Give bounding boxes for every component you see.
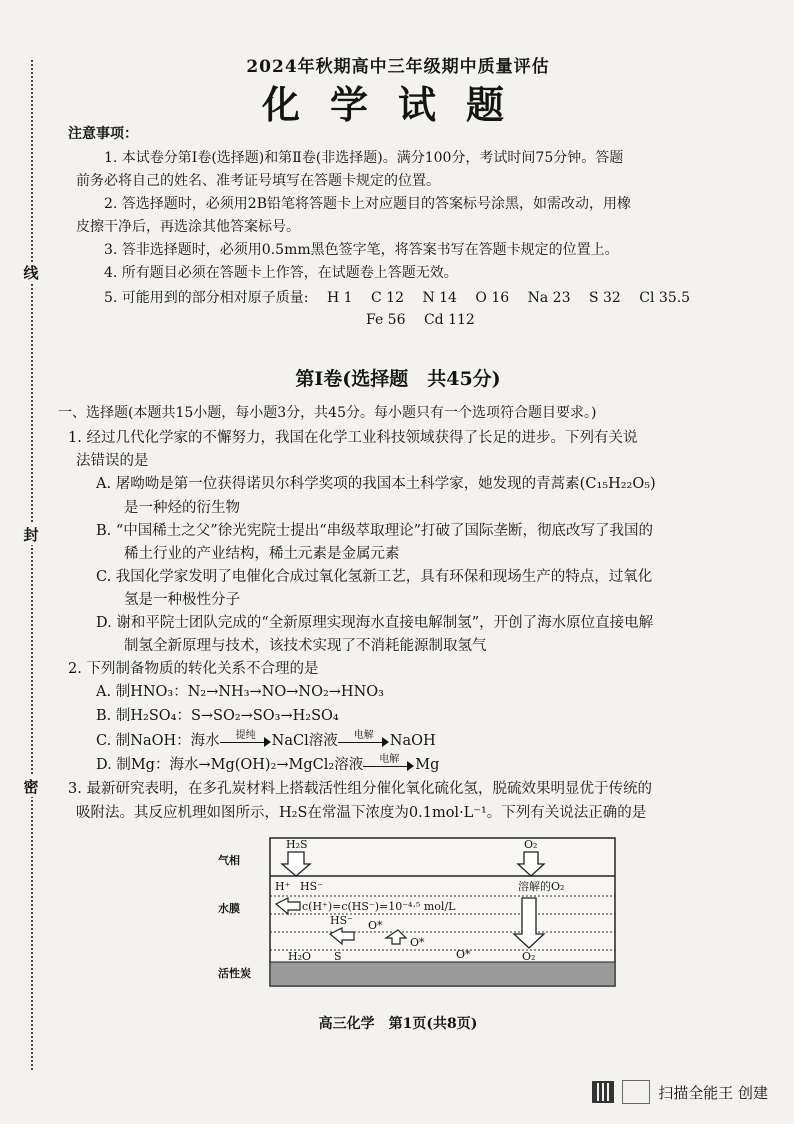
masses-label: 5. 可能用到的部分相对原子质量: (104, 290, 309, 306)
h2o-label: H₂O (288, 950, 312, 963)
ostar-label: O* (456, 948, 471, 961)
q2-d-source: D. 制Mg：海水→Mg(OH)₂→MgCl₂溶液 (96, 757, 364, 773)
mass-item: O 16 (475, 290, 510, 306)
q1-option-c: 氢是一种极性分子 (124, 592, 240, 608)
arrow-label: 提纯 (235, 730, 256, 741)
arrow-icon (363, 754, 415, 772)
arrow-icon (220, 730, 272, 748)
notes-heading: 注意事项： (68, 126, 138, 142)
arrow-label: 电解 (379, 754, 400, 765)
q2-stem: 2. 下列制备物质的转化关系不合理的是 (68, 661, 319, 677)
mass-item: N 14 (422, 290, 457, 306)
q2-option-b: B. 制H₂SO₄：S→SO₂→SO₃→H₂SO₄ (96, 708, 339, 724)
q1-stem: 1. 经过几代化学家的不懈努力，我国在化学工业科技领域获得了长足的进步。下列有关说 (68, 430, 638, 446)
atomic-masses (104, 287, 704, 307)
q1-stem: 法错误的是 (76, 453, 149, 469)
q1-option-d: 制氢全新原理与技术，该技术实现了不消耗能源制取氢气 (124, 638, 487, 654)
o2-top-label: O₂ (524, 838, 538, 851)
scanner-watermark (592, 1080, 768, 1104)
note-line: 2. 答选择题时，必须用2B铅笔将答题卡上对应题目的答案标号涂黑，如需改动，用橡 (104, 196, 632, 212)
s-label: S (334, 950, 342, 963)
hs-label: HS⁻ (300, 880, 323, 893)
binding-char-seal: 封 (20, 524, 42, 545)
label-gas: 气相 (218, 854, 240, 867)
note-line: 3. 答非选择题时，必须用0.5mm黑色签字笔，将答案书写在答题卡规定的位置上。 (104, 242, 619, 258)
section-title: 第Ⅰ卷(选择题 共45分) (295, 368, 501, 390)
mass-item: H 1 (326, 290, 353, 306)
note-line: 1. 本试卷分第Ⅰ卷(选择题)和第Ⅱ卷(非选择题)。满分100分，考试时间75分钟。答题 (104, 150, 624, 166)
section-intro: 一、选择题(本题共15小题，每小题3分，共45分。每小题只有一个选项符合题目要求。) (58, 405, 597, 421)
q2-c-source: C. 制NaOH：海水 (96, 733, 220, 749)
atomic-masses-2 (366, 312, 489, 328)
binding-line (31, 60, 33, 1070)
label-carbon: 活性炭 (218, 967, 251, 980)
q1-option-c: C. 我国化学家发明了电催化合成过氧化氢新工艺，具有环保和现场生产的特点，过氧化 (96, 569, 653, 585)
binding-char-line: 线 (20, 262, 42, 283)
note-line: 4. 所有题目必须在答题卡上作答，在试题卷上答题无效。 (104, 265, 458, 281)
h-plus-label: H⁺ (275, 880, 291, 893)
mass-item: S 32 (588, 290, 621, 306)
dissolved-o2-label: 溶解的O₂ (518, 880, 565, 893)
mass-item: Fe 56 (366, 312, 406, 328)
q2-option-a: A. 制HNO₃：N₂→NH₃→NO→NO₂→HNO₃ (96, 684, 384, 700)
label-film: 水膜 (218, 902, 240, 915)
mechanism-diagram (218, 834, 618, 990)
q1-option-d: D. 谢和平院士团队完成的“全新原理实现海水直接电解制氢”，开创了海水原位直接电解 (96, 615, 654, 631)
binding-char-secret: 密 (20, 776, 42, 797)
qr-code-icon (592, 1081, 614, 1103)
q2-c-product: NaOH (389, 733, 436, 749)
ostar-label: O* (368, 919, 383, 932)
mass-item: Cl 35.5 (639, 290, 691, 306)
mass-item: Na 23 (527, 290, 571, 306)
q2-option-d (96, 755, 439, 776)
q1-option-a: A. 屠呦呦是第一位获得诺贝尔科学奖项的我国本土科学家，她发现的青蒿素(C₁₅H₂₂O₅) (96, 476, 656, 492)
q1-option-b: B. “中国稀土之父”徐光宪院士提出“串级萃取理论”打破了国际垄断，彻底改写了我国的 (96, 523, 654, 539)
o2-bottom-label: O₂ (522, 950, 536, 963)
ion-equation: c(H⁺)=c(HS⁻)=10⁻⁴·⁵ mol/L (302, 900, 456, 913)
mass-item: C 12 (371, 290, 404, 306)
q1-option-a: 是一种烃的衍生物 (124, 500, 240, 516)
note-line: 前务必将自己的姓名、准考证号填写在答题卡规定的位置。 (76, 173, 440, 189)
q2-c-middle: NaCl溶液 (271, 733, 338, 749)
arrow-label: 电解 (353, 730, 374, 741)
subject-title: 化学试题 (261, 82, 534, 127)
note-line: 皮擦干净后，再选涂其他答案标号。 (76, 219, 300, 235)
exam-title: 2024年秋期高中三年级期中质量评估 (246, 57, 550, 77)
page-footer: 高三化学 第1页(共8页) (318, 1016, 478, 1032)
ostar-label: O* (410, 936, 425, 949)
q2-d-product: Mg (415, 757, 440, 773)
hs-label-2: HS⁻ (330, 914, 353, 927)
scanner-text: 扫描全能王 创建 (658, 1083, 768, 1102)
h2s-label: H₂S (286, 838, 308, 851)
carbon-layer (270, 962, 615, 986)
camscanner-logo (622, 1080, 650, 1104)
arrow-icon (338, 730, 390, 748)
q3-stem: 3. 最新研究表明，在多孔炭材料上搭载活性组分催化氧化硫化氢，脱硫效果明显优于传统的 (68, 781, 652, 797)
q3-stem: 吸附法。其反应机理如图所示，H₂S在常温下浓度为0.1mol·L⁻¹。下列有关说法正确的是 (76, 805, 647, 821)
q1-option-b: 稀土行业的产业结构，稀土元素是金属元素 (124, 546, 400, 562)
mass-item: Cd 112 (423, 312, 475, 328)
